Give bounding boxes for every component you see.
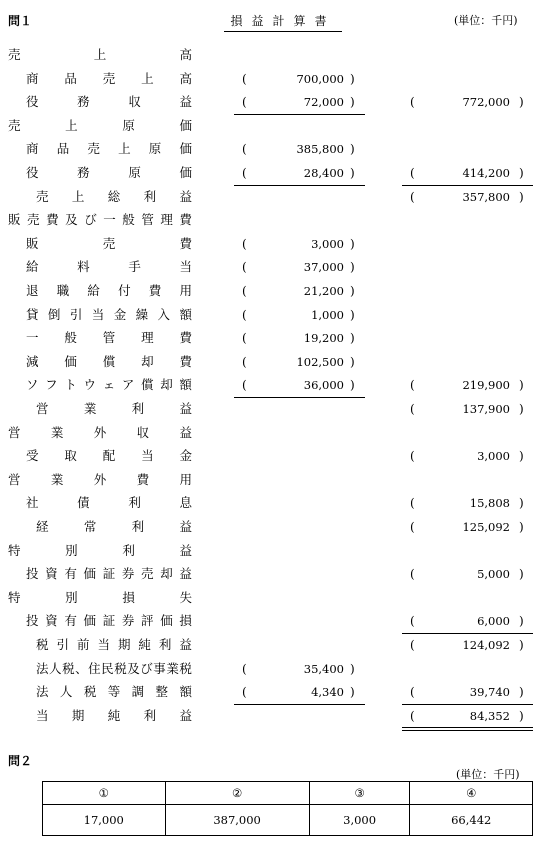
account-label: 特 別 利 益 (8, 542, 192, 558)
open-paren: ( (242, 95, 247, 110)
account-label: 当 期 純 利 益 (36, 707, 192, 723)
account-label: 営 業 利 益 (36, 401, 192, 416)
open-paren: ( (410, 166, 415, 180)
detail-amount: 700,000 (296, 71, 344, 86)
close-paren: ) (519, 708, 524, 723)
open-paren: ( (410, 685, 415, 700)
detail-amount: 3,000 (311, 236, 344, 251)
account-label: 退 職 給 付 費 用 (26, 283, 192, 298)
close-paren: ) (519, 189, 524, 204)
account-label: 投 資 有 価 証 券 売 却 益 (26, 566, 192, 582)
statement-row (0, 115, 541, 137)
open-paren: ( (242, 284, 247, 298)
account-label: 販 売 費 (26, 235, 192, 251)
account-label: 法 人 税 等 調 整 額 (36, 684, 192, 700)
open-paren: ( (242, 142, 247, 157)
double-rule-line (402, 730, 533, 731)
close-paren: ) (519, 685, 524, 700)
total-amount: 5,000 (477, 567, 510, 582)
open-paren: ( (410, 378, 415, 393)
statement-row (0, 563, 541, 585)
account-label: 経 常 利 益 (36, 519, 192, 534)
close-paren: ) (350, 378, 355, 393)
account-label: 貸 倒 引 当 金 繰 入 額 (26, 306, 192, 322)
open-paren: ( (242, 331, 247, 346)
open-paren: ( (242, 661, 247, 676)
answer-value: 387,000 (165, 805, 309, 836)
account-label: 法 人 税 、 住 民 税 及 び 事 業 税 (36, 660, 192, 676)
close-paren: ) (350, 307, 355, 322)
answer-header: ① (43, 782, 166, 805)
close-paren: ) (350, 284, 355, 298)
close-paren: ) (519, 567, 524, 582)
total-amount: 125,092 (462, 520, 510, 534)
q1-label: 問１ (8, 14, 33, 28)
open-paren: ( (242, 260, 247, 275)
statement-row (0, 422, 541, 444)
open-paren: ( (410, 95, 415, 110)
q1-unit-label: (単位：千円) (454, 14, 518, 27)
detail-amount: 4,340 (311, 685, 344, 700)
account-label: 投 資 有 価 証 券 評 価 損 (26, 613, 192, 629)
detail-amount: 28,400 (303, 166, 344, 180)
account-label: 売 上 総 利 益 (36, 188, 192, 204)
statement-row (0, 162, 541, 184)
total-amount: 357,800 (462, 189, 510, 204)
statement-row (0, 91, 541, 113)
q2-label: 問２ (8, 754, 33, 768)
close-paren: ) (350, 685, 355, 700)
total-amount: 772,000 (462, 95, 510, 110)
detail-amount: 72,000 (303, 95, 344, 110)
statement-row (0, 374, 541, 396)
answer-value: 66,442 (410, 805, 533, 836)
rule-line (402, 704, 533, 705)
statement-row (0, 516, 541, 538)
close-paren: ) (350, 331, 355, 346)
account-label: 営 業 外 収 益 (8, 424, 192, 440)
account-label: 特 別 損 失 (8, 589, 192, 605)
statement-row (0, 138, 541, 160)
close-paren: ) (519, 496, 524, 511)
statement-row (0, 351, 541, 373)
rule-line (402, 633, 533, 634)
close-paren: ) (519, 449, 524, 464)
account-label: 給 料 手 当 (26, 259, 192, 275)
open-paren: ( (410, 449, 415, 464)
open-paren: ( (242, 378, 247, 393)
statement-row (0, 469, 541, 491)
answer-header-row (43, 782, 533, 805)
account-label: 税 引 前 当 期 純 利 益 (36, 637, 192, 652)
close-paren: ) (519, 378, 524, 393)
account-label: 売 上 原 価 (8, 117, 192, 133)
statement-row (0, 280, 541, 302)
account-label: 減 価 償 却 費 (26, 353, 192, 369)
close-paren: ) (350, 71, 355, 86)
total-amount: 137,900 (462, 402, 510, 416)
double-rule-line (402, 727, 533, 728)
open-paren: ( (410, 189, 415, 204)
answer-value: 17,000 (43, 805, 166, 836)
rule-line (234, 114, 365, 115)
answer-header: ② (165, 782, 309, 805)
close-paren: ) (519, 402, 524, 416)
account-label: 役 務 原 価 (26, 165, 192, 180)
statement-row (0, 634, 541, 656)
statement-row (0, 398, 541, 420)
statement-row (0, 304, 541, 326)
close-paren: ) (519, 638, 524, 652)
open-paren: ( (410, 520, 415, 534)
open-paren: ( (242, 354, 247, 369)
total-amount: 414,200 (462, 166, 510, 180)
detail-amount: 36,000 (303, 378, 344, 393)
account-label: 営 業 外 費 用 (8, 471, 192, 487)
q2-unit-label: (単位：千円) (456, 768, 520, 781)
rule-line (234, 704, 365, 705)
statement-title: 損益計算書 (224, 12, 342, 32)
close-paren: ) (519, 95, 524, 110)
open-paren: ( (410, 496, 415, 511)
answer-header: ④ (410, 782, 533, 805)
detail-amount: 102,500 (296, 354, 344, 369)
close-paren: ) (350, 142, 355, 157)
statement-row (0, 445, 541, 467)
answer-value: 3,000 (309, 805, 410, 836)
account-label: 商 品 売 上 原 価 (26, 141, 192, 157)
open-paren: ( (410, 614, 415, 629)
close-paren: ) (350, 354, 355, 369)
close-paren: ) (519, 166, 524, 180)
account-label: 売 上 高 (8, 47, 192, 62)
detail-amount: 37,000 (303, 260, 344, 275)
close-paren: ) (350, 661, 355, 676)
statement-row (0, 186, 541, 208)
account-label: ソ フ ト ウ ェ ア 償 却 額 (26, 377, 192, 393)
close-paren: ) (519, 614, 524, 629)
statement-row (0, 68, 541, 90)
open-paren: ( (242, 685, 247, 700)
statement-row (0, 44, 541, 66)
close-paren: ) (350, 260, 355, 275)
account-label: 商 品 売 上 高 (26, 70, 192, 86)
open-paren: ( (242, 307, 247, 322)
statement-row (0, 540, 541, 562)
total-amount: 39,740 (469, 685, 510, 700)
total-amount: 6,000 (477, 614, 510, 629)
close-paren: ) (350, 95, 355, 110)
total-amount: 3,000 (477, 449, 510, 464)
statement-row (0, 209, 541, 231)
rule-line (402, 185, 533, 186)
total-amount: 219,900 (462, 378, 510, 393)
open-paren: ( (242, 71, 247, 86)
open-paren: ( (410, 708, 415, 723)
statement-row (0, 705, 541, 727)
answer-table (42, 781, 533, 836)
account-label: 一 般 管 理 費 (26, 330, 192, 346)
close-paren: ) (350, 166, 355, 180)
detail-amount: 35,400 (303, 661, 344, 676)
account-label: 販 売 費 及 び 一 般 管 理 費 (8, 212, 192, 228)
answer-value-row (43, 805, 533, 836)
open-paren: ( (242, 166, 247, 180)
statement-row (0, 256, 541, 278)
statement-row (0, 492, 541, 514)
open-paren: ( (410, 638, 415, 652)
statement-row (0, 327, 541, 349)
statement-row (0, 658, 541, 680)
open-paren: ( (410, 567, 415, 582)
open-paren: ( (410, 402, 415, 416)
statement-row (0, 233, 541, 255)
account-label: 役 務 収 益 (26, 94, 192, 110)
rule-line (234, 397, 365, 398)
detail-amount: 21,200 (303, 284, 344, 298)
account-label: 受 取 配 当 金 (26, 448, 192, 464)
rule-line (234, 185, 365, 186)
account-label: 社 債 利 息 (26, 495, 192, 511)
total-amount: 84,352 (469, 708, 510, 723)
statement-row (0, 610, 541, 632)
detail-amount: 385,800 (296, 142, 344, 157)
total-amount: 15,808 (469, 496, 510, 511)
answer-header: ③ (309, 782, 410, 805)
detail-amount: 19,200 (303, 331, 344, 346)
total-amount: 124,092 (462, 638, 510, 652)
statement-row (0, 587, 541, 609)
close-paren: ) (350, 236, 355, 251)
open-paren: ( (242, 236, 247, 251)
close-paren: ) (519, 520, 524, 534)
statement-row (0, 681, 541, 703)
detail-amount: 1,000 (311, 307, 344, 322)
